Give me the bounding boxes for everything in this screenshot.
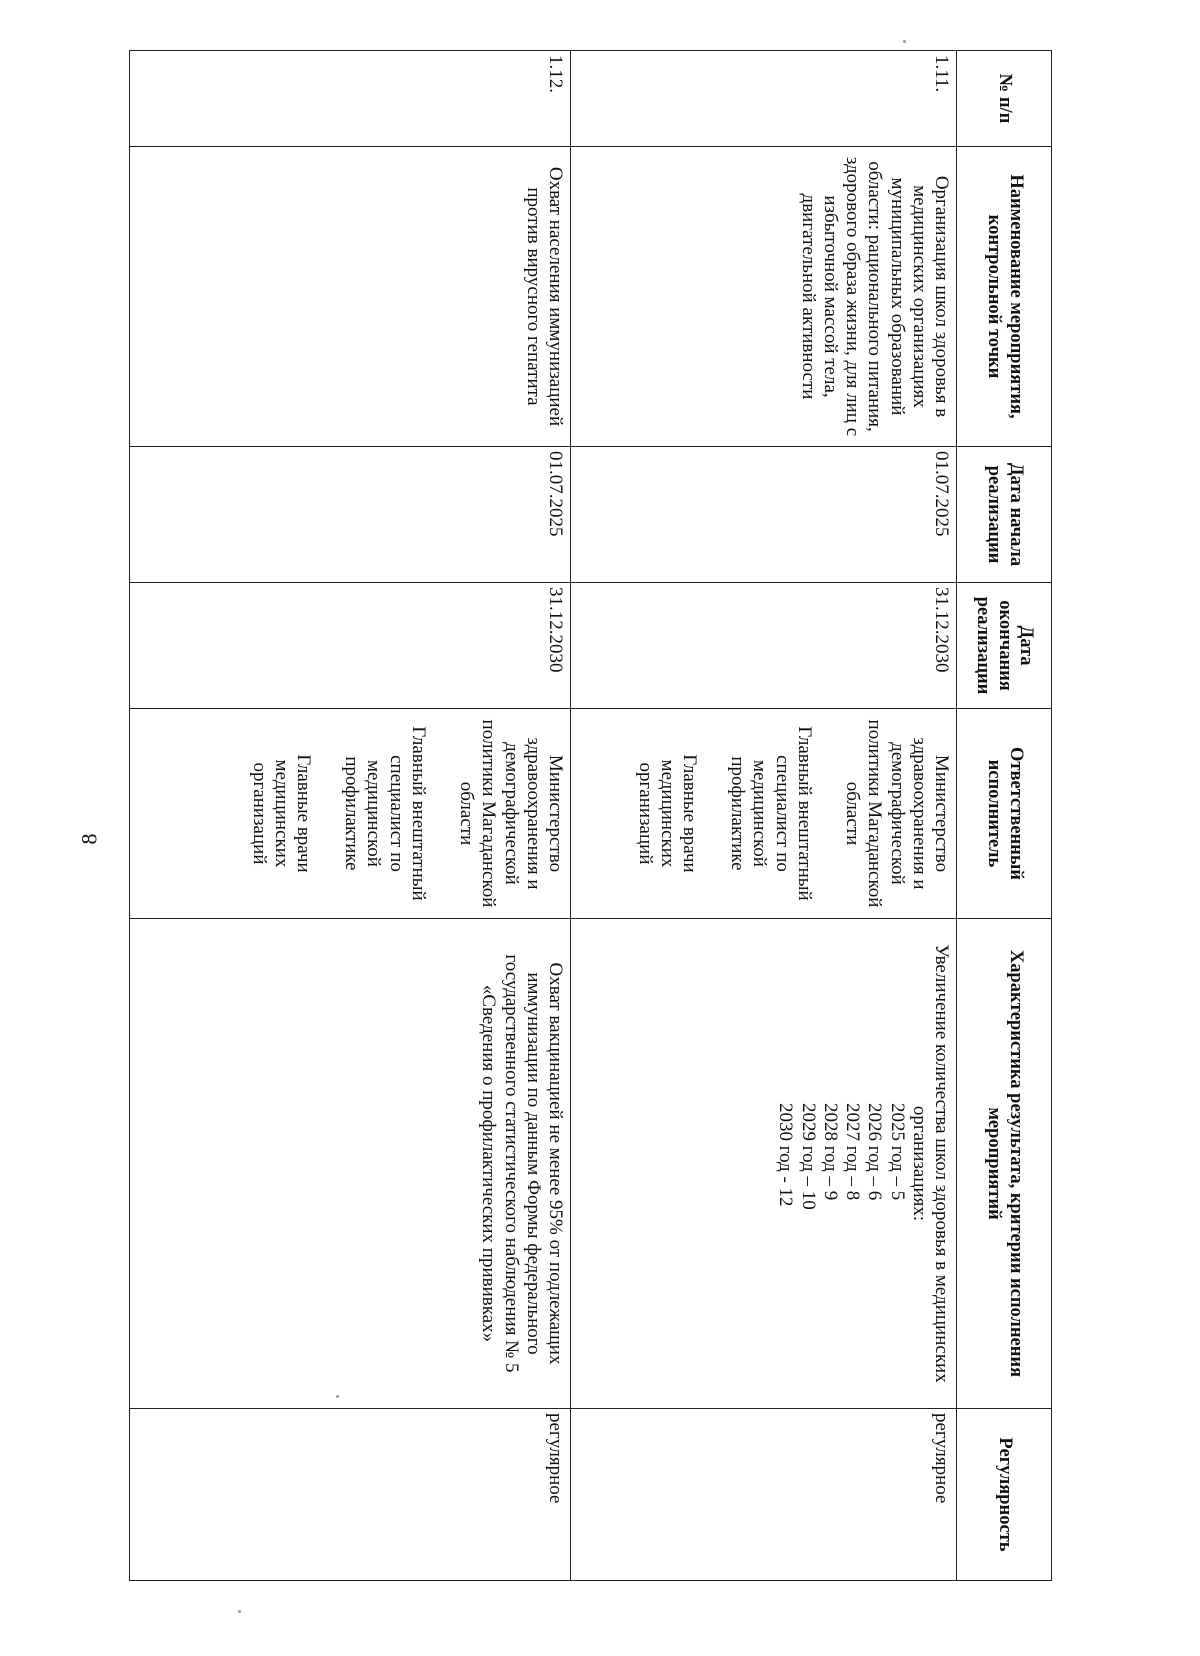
row-resp — [130, 709, 571, 919]
table-row — [130, 51, 571, 1581]
table-header-row — [957, 51, 1052, 1581]
row-start: 01.07.2025 — [130, 447, 571, 583]
row-end: 31.12.2030 — [130, 583, 571, 709]
events-table — [129, 50, 1052, 1581]
result-line: 2028 год – 9 — [819, 1103, 841, 1201]
row-start: 01.07.2025 — [571, 447, 957, 583]
result-line: 2025 год – 5 — [886, 1103, 908, 1201]
header-name: Наименование мероприятия, контрольной точки — [957, 147, 1052, 447]
row-name: Охват населения иммунизацией против вирусного гепатита — [130, 147, 571, 447]
header-start: Дата начала реализации — [957, 447, 1052, 583]
row-resp — [571, 709, 957, 919]
resp-specialist: Главный внештатный специалист по медицинской профилактике — [727, 726, 815, 901]
row-num: 1.11. — [571, 51, 957, 147]
resp-chief-doctors: Главные врачи медицинских организаций — [248, 754, 315, 873]
resp-specialist: Главный внештатный специалист по медицинской профилактике — [341, 726, 429, 901]
result-line: 2026 год – 6 — [864, 1103, 886, 1201]
resp-chief-doctors: Главные врачи медицинских организаций — [634, 754, 701, 873]
result-line: 2027 год – 8 — [842, 1103, 864, 1201]
rotated-page-content — [129, 50, 1052, 1580]
header-resp: Ответственный исполнитель — [957, 709, 1052, 919]
header-end: Дата окончания реализации — [957, 583, 1052, 709]
result-line: 2030 год - 12 — [775, 1103, 797, 1207]
scan-speck — [336, 1395, 339, 1398]
result-text: Увеличение количества школ здоровья в медицинских организациях: — [908, 944, 952, 1383]
header-result: Характеристика результата, критерии исполнения мероприятий — [957, 919, 1052, 1409]
scan-speck — [903, 40, 906, 43]
header-reg: Регулярность — [957, 1409, 1052, 1581]
row-regularity: регулярное — [571, 1409, 957, 1581]
row-result — [571, 919, 957, 1409]
row-end: 31.12.2030 — [571, 583, 957, 709]
page-number: 8 — [76, 833, 102, 845]
header-num: № п/п — [957, 51, 1052, 147]
resp-ministry: Министерство здравоохранения и демографической политики Магаданской области — [842, 719, 952, 908]
resp-ministry: Министерство здравоохранения и демографической политики Магаданской области — [456, 719, 566, 908]
row-name: Организация школ здоровья в медицинских организациях муниципальных образований области: рационального питания, здорового образа жизни, для лиц с избыточной массой тела, двигательной активности — [571, 147, 957, 447]
scan-speck — [238, 1610, 241, 1613]
row-regularity: регулярное — [130, 1409, 571, 1581]
table-row — [571, 51, 957, 1581]
result-line: 2029 год – 10 — [797, 1103, 819, 1210]
row-result: Охват вакцинацией не менее 95% от подлежащих иммунизации по данным Формы федерального государственного статистического наблюдения № 5 «Сведения о профилактических прививках» — [130, 919, 571, 1409]
row-num: 1.12. — [130, 51, 571, 147]
